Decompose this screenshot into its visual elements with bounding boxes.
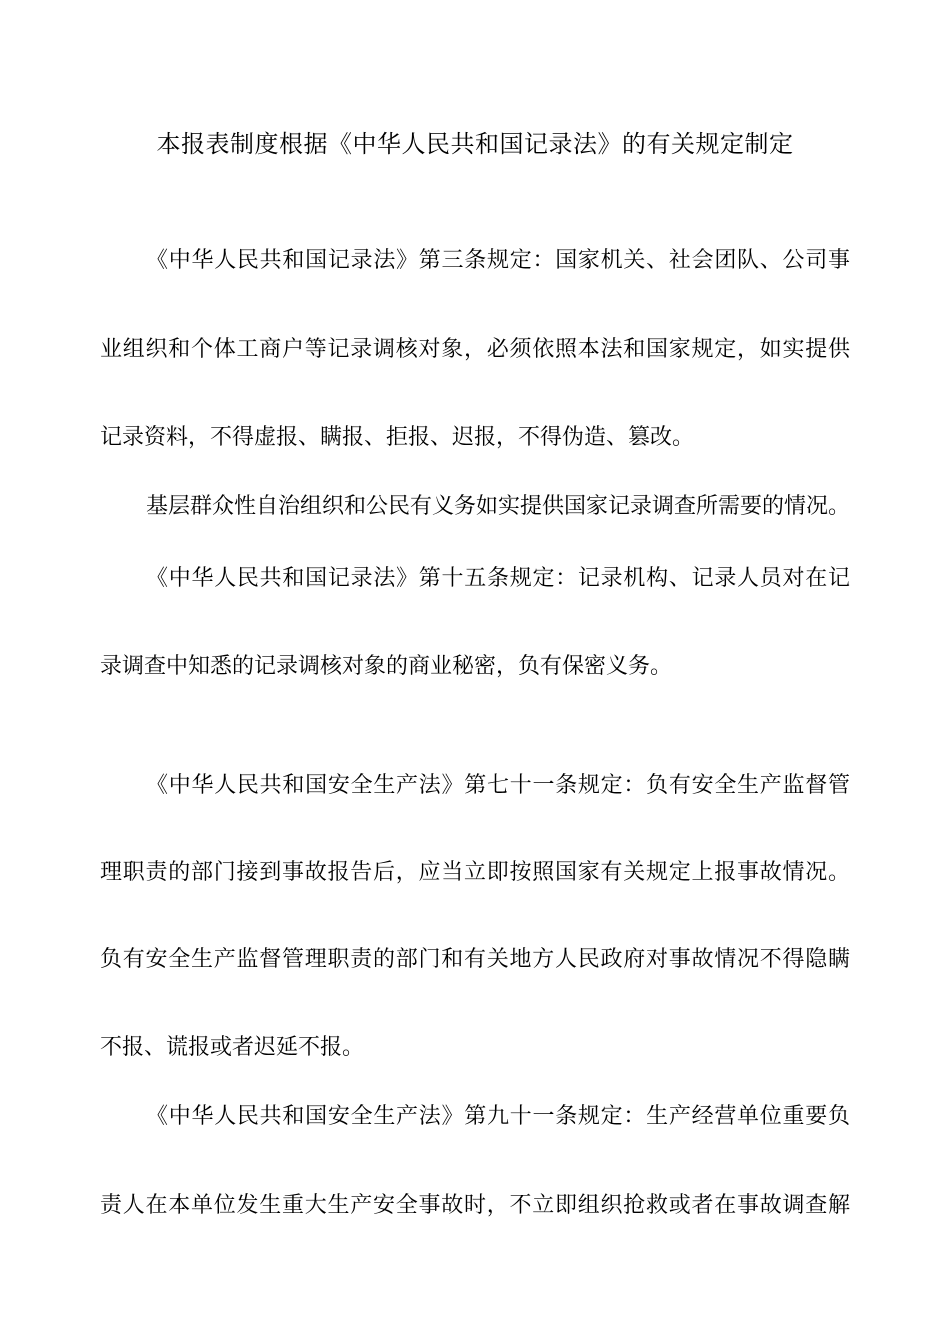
paragraph-line: 业组织和个体工商户等记录调核对象，必须依照本法和国家规定，如实提供 [100, 337, 850, 362]
paragraph-line: 《中华人民共和国记录法》第三条规定：国家机关、社会团队、公司事 [146, 248, 850, 273]
paragraph-line: 录调查中知悉的记录调核对象的商业秘密，负有保密义务。 [100, 654, 673, 679]
paragraph-line: 不报、谎报或者迟延不报。 [100, 1035, 365, 1060]
paragraph-line: 责人在本单位发生重大生产安全事故时，不立即组织抢救或者在事故调查解 [100, 1193, 850, 1218]
paragraph-line: 理职责的部门接到事故报告后，应当立即按照国家有关规定上报事故情况。 [100, 860, 850, 885]
paragraph-line: 负有安全生产监督管理职责的部门和有关地方人民政府对事故情况不得隐瞒 [100, 947, 850, 972]
paragraph-line: 记录资料，不得虚报、瞒报、拒报、迟报，不得伪造、篡改。 [100, 425, 695, 450]
paragraph-line: 《中华人民共和国安全生产法》第九十一条规定：生产经营单位重要负 [146, 1104, 850, 1129]
paragraph-line: 基层群众性自治组织和公民有义务如实提供国家记录调查所需要的情况。 [146, 494, 850, 519]
document-title: 本报表制度根据《中华人民共和国记录法》的有关规定制定 [156, 130, 794, 158]
paragraph-line: 《中华人民共和国安全生产法》第七十一条规定：负有安全生产监督管 [146, 773, 850, 798]
paragraph-line: 《中华人民共和国记录法》第十五条规定：记录机构、记录人员对在记 [146, 566, 850, 591]
